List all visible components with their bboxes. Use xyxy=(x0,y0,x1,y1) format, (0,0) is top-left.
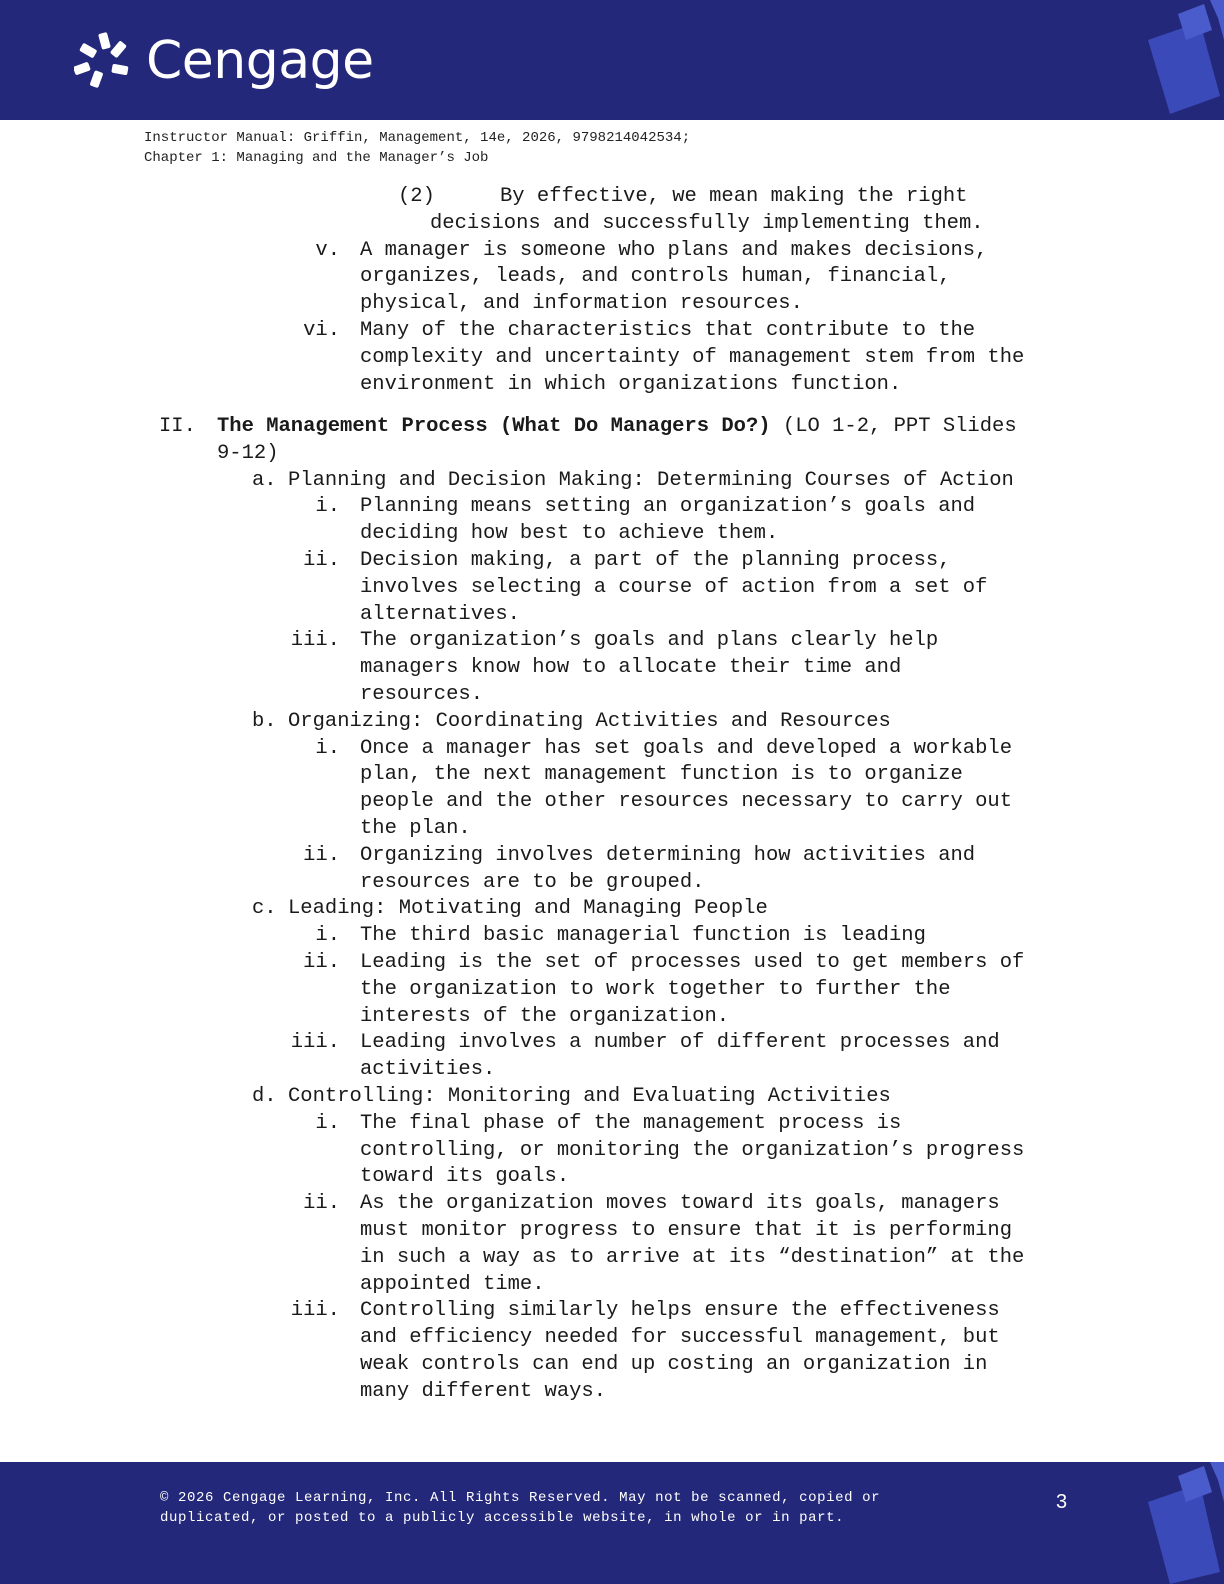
subsection-marker: b. xyxy=(252,709,277,733)
list-item-text: resources. xyxy=(360,683,484,706)
list-item-text: A manager is someone who plans and makes decisions, xyxy=(360,238,988,262)
section-marker: II. xyxy=(159,415,196,438)
list-item-text: weak controls can end up costing an organization in xyxy=(360,1353,988,1376)
running-head-line-1: Instructor Manual: Griffin, Management, 14e, 2026, 9798214042534; xyxy=(144,130,691,146)
header-band xyxy=(0,0,1224,120)
list-item-text: complexity and uncertainty of management stem from the xyxy=(360,345,1025,369)
list-marker: i. xyxy=(315,1111,340,1135)
list-item-text: must monitor progress to ensure that it is performing xyxy=(360,1219,1013,1242)
list-item-text: in such a way as to arrive at its “destination” at the xyxy=(360,1245,1025,1269)
list-marker: iii. xyxy=(290,629,340,653)
list-item-text: The third basic managerial function is leading xyxy=(360,924,926,948)
list-item-text: appointed time. xyxy=(360,1272,545,1296)
section-reference: (LO 1-2, PPT Slides xyxy=(770,415,1017,438)
list-item-text: Once a manager has set goals and developed a workable xyxy=(360,736,1013,760)
list-item-text: controlling, or monitoring the organization’s progress xyxy=(360,1138,1025,1162)
list-item-text: As the organization moves toward its goals, managers xyxy=(360,1192,1000,1216)
list-item-text: toward its goals. xyxy=(360,1165,570,1189)
list-marker: (2) xyxy=(398,185,435,208)
list-item-text: The final phase of the management process is xyxy=(360,1111,902,1135)
list-marker: i. xyxy=(315,924,340,948)
list-item-text: interests of the organization. xyxy=(360,1004,730,1028)
subsection-marker: a. xyxy=(252,468,277,492)
list-item-text: the plan. xyxy=(360,817,471,840)
running-head-line-2: Chapter 1: Managing and the Manager’s Job xyxy=(144,150,489,166)
list-marker: iii. xyxy=(290,1031,340,1055)
list-marker: ii. xyxy=(303,951,340,974)
subsection-heading: Organizing: Coordinating Activities and Resources xyxy=(288,709,891,733)
list-marker: vi. xyxy=(303,319,340,342)
list-item-text: Planning means setting an organization’s goals and xyxy=(360,495,976,519)
list-marker: v. xyxy=(315,238,340,262)
section-reference-cont: 9-12) xyxy=(217,441,279,465)
copyright-notice xyxy=(160,1488,880,1528)
running-head xyxy=(144,128,690,168)
subsection-marker: d. xyxy=(252,1085,277,1108)
list-item-text: Many of the characteristics that contribute to the xyxy=(360,319,976,342)
subsection-heading: Planning and Decision Making: Determining Courses of Action xyxy=(288,468,1014,492)
list-item-text: activities. xyxy=(360,1058,496,1082)
brand-name: Cengage xyxy=(146,31,374,91)
list-marker: i. xyxy=(315,495,340,519)
list-marker: ii. xyxy=(303,843,340,867)
list-item-text: many different ways. xyxy=(360,1379,607,1403)
list-item-text: plan, the next management function is to organize xyxy=(360,763,963,787)
list-item-text: By effective, we mean making the right xyxy=(500,185,968,208)
decorative-shapes-icon xyxy=(1130,0,1224,120)
list-item-text: resources are to be grouped. xyxy=(360,870,705,894)
list-item-text: decisions and successfully implementing them. xyxy=(430,211,984,235)
copyright-line-2: duplicated, or posted to a publicly accessible website, in whole or in part. xyxy=(160,1510,845,1526)
cengage-logo xyxy=(74,30,374,92)
subsection-marker: c. xyxy=(252,897,277,921)
list-marker: iii. xyxy=(290,1299,340,1323)
list-item-text: Leading is the set of processes used to get members of xyxy=(360,951,1025,974)
list-item-text: managers know how to allocate their time and xyxy=(360,656,902,680)
list-item-text: alternatives. xyxy=(360,602,520,626)
subsection-heading: Controlling: Monitoring and Evaluating Activities xyxy=(288,1085,891,1108)
list-marker: ii. xyxy=(303,549,340,572)
list-item-text: physical, and information resources. xyxy=(360,292,803,316)
list-item-text: people and the other resources necessary to carry out xyxy=(360,790,1013,814)
list-item-text: organizes, leads, and controls human, financial, xyxy=(360,265,951,289)
subsection-heading: Leading: Motivating and Managing People xyxy=(288,897,768,921)
list-item-text: and efficiency needed for successful management, but xyxy=(360,1326,1000,1350)
cengage-mark-icon xyxy=(74,31,134,91)
list-item-text: environment in which organizations function. xyxy=(360,372,902,396)
section-heading: The Management Process (What Do Managers Do?) xyxy=(217,415,771,438)
copyright-line-1: © 2026 Cengage Learning, Inc. All Rights Reserved. May not be scanned, copied or xyxy=(160,1490,881,1506)
page-number: 3 xyxy=(1056,1491,1068,1513)
decorative-shapes-icon xyxy=(1130,1462,1224,1584)
list-item-text: Decision making, a part of the planning process, xyxy=(360,549,951,572)
list-marker: i. xyxy=(315,736,340,760)
list-item-text: Organizing involves determining how activities and xyxy=(360,843,976,867)
list-marker: ii. xyxy=(303,1192,340,1216)
list-item-text: deciding how best to achieve them. xyxy=(360,522,779,546)
list-item-text: The organization’s goals and plans clearly help xyxy=(360,629,939,653)
list-item-text: Leading involves a number of different processes and xyxy=(360,1031,1000,1055)
list-item-text: the organization to work together to further the xyxy=(360,977,951,1001)
list-item-text: Controlling similarly helps ensure the effectiveness xyxy=(360,1299,1000,1323)
list-item-text: involves selecting a course of action from a set of xyxy=(360,575,988,599)
